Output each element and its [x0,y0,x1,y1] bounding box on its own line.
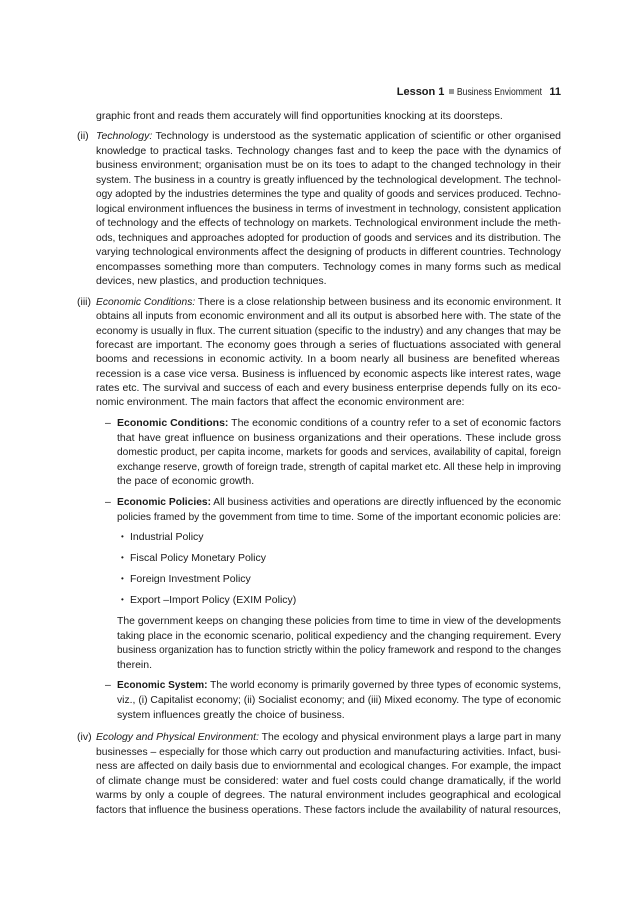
line-content [96,759,561,773]
line-text: varying technological environments affect the designing of products in different countries. Technology [96,246,561,258]
line-content [96,788,561,802]
line-text: forecast are important. The economy goes through a series of fluctuations associated with general [96,338,561,351]
text-line [96,274,327,288]
line-text: ods, techniques and approaches adopted for production of goods and services and its distribution. The [96,231,561,244]
text-line [96,309,567,323]
text-line [117,460,580,474]
line-text: recession is a case vice versa. Business is influenced by economic aspects like interest rates, wage [96,367,561,380]
policy-list-item [130,572,251,586]
line-text: The world economy is primarily governed by three types of economic systems, [207,679,561,691]
text-line [96,202,574,216]
line-content [96,187,561,201]
text-line [96,216,564,230]
policy-list-item [130,593,296,607]
text-line [96,173,573,187]
line-content [117,643,561,657]
dash-bullet-icon: – [105,496,111,508]
line-text: the pace of economic growth. [117,475,255,487]
line-text: booms and recessions in economic activity. In a boom nearly all business are benefited whereas [96,353,560,366]
text-line [96,324,571,338]
text-line [117,693,567,707]
line-text: factors that influence the business operations. These factors include the availability of natural resources, [96,804,561,816]
text-line [96,144,561,158]
line-content [117,678,561,692]
text-line [117,474,254,488]
page-number: 11 [549,86,561,98]
text-line [96,260,561,274]
line-content [96,745,561,759]
line-content [96,274,327,288]
bullet-icon: • [121,532,124,541]
text-line [96,338,561,352]
policy-list-item [130,551,266,565]
section-label: (iv) [77,731,92,743]
line-text: The government keeps on changing these policies from time to time in view of the developments [117,615,561,627]
line-content [96,395,464,409]
line-content [130,530,204,544]
dash-bullet-icon: – [105,679,111,691]
section-label: (iii) [77,296,91,308]
line-content [96,173,561,187]
text-line [96,803,580,817]
dash-bullet-icon: – [105,417,111,429]
line-content [117,460,561,474]
line-text: taking place in the economic scenario, political expediency and the changing requirement. Every [117,629,561,642]
chapter-title: Business Enviomment [457,87,543,98]
bullet-icon: • [121,553,124,562]
text-line [96,759,575,773]
text-line [96,745,569,759]
line-content [96,129,561,143]
line-text: encompasses something more than computers. Technology comes in many forms such as medical [96,260,561,273]
policy-paragraph-line [117,658,152,672]
line-content [96,202,561,216]
line-content [117,614,561,628]
lesson-number: Lesson 1 [396,86,445,98]
line-text: nomic environment. The main factors that affect the economic environment are: [96,396,465,409]
section-heading: Economic Policies: [117,496,212,508]
line-content [117,416,561,430]
text-line [96,381,561,395]
line-content [96,216,561,230]
line-content [117,495,561,509]
policy-paragraph-line [117,643,585,657]
line-text: businesses – especially for those which carry out production and manufacturing activities. Infact, busi- [96,745,561,758]
line-text: All business activities and operations are directly influenced by the economic [211,496,561,508]
line-text: warms by only a couple of degrees. The natural environment includes geographical and ecological [96,789,561,802]
line-text: business organization has to function strictly within the policy framework and respond to the changes [117,644,561,657]
text-line [96,352,560,366]
line-text: domestic product, per capita income, markets for goods and services, availability of capital, foreign [117,446,561,458]
line-text: Technology is understood as the systematic application of scientific or other organised [152,130,561,142]
running-header [397,84,561,101]
line-text: ness are affected on daily basis due to enviornmental and ecological changes. For example, the impact [96,760,561,773]
text-line [96,231,572,245]
line-content [96,231,561,245]
line-content [96,295,561,309]
section-heading: Economic System: [117,679,208,691]
line-content [117,693,561,707]
text-line [96,245,565,259]
text-line [96,187,577,201]
text-line [96,295,572,309]
line-text: system. The business in a country is greatly influenced by the technological development. The technol- [96,173,561,186]
line-content [117,431,561,445]
line-content [96,158,561,172]
line-content [117,445,561,459]
bullet-item: Industrial Policy [130,531,204,543]
line-text: There is a close relationship between business and its economic environment. It [195,296,561,308]
line-text: knowledge to practical tasks. Technology changes fast and to keep the pace with the dynamics of [96,144,561,157]
section-heading: Technology: [96,130,153,142]
line-text: therein. [117,659,153,672]
line-text: economy is usually in flux. The current situation (specific to the industry) and any changes that may be [96,324,561,337]
bullet-item: Fiscal Policy Monetary Policy [130,552,266,564]
line-text: ogy adopted by the industries determines the type and quality of goods and services produced. Techno- [96,188,561,200]
bullet-icon: • [121,595,124,604]
line-text: rates etc. The survival and success of each and every business enterprise depends fully on its eco- [96,381,561,394]
policy-list-item [130,530,204,544]
text-line [96,158,561,172]
line-text: logical environment influences the business in terms of investment in technology, consistent application [96,202,561,215]
text-line [96,788,561,802]
text-line [117,678,578,692]
line-content [117,474,254,488]
text-line [96,395,464,409]
line-text: The economic conditions of a country refer to a set of economic factors [228,417,561,429]
line-content [96,730,561,744]
text-line [96,774,561,788]
bullet-item: Export –Import Policy (EXIM Policy) [130,594,297,606]
line-text: graphic front and reads them accurately will find opportunities knocking at its doorsteps. [96,110,503,122]
line-content [117,658,152,672]
line-content [117,510,561,524]
line-text: viz., (i) Capitalist economy; (ii) Socialist economy; and (iii) Mixed economy. The type of economic [117,693,561,706]
policy-paragraph-line [117,614,565,628]
section-heading: Economic Conditions: [117,417,229,429]
section-heading: Ecology and Physical Environment: [96,731,259,743]
line-text: exchange reserve, growth of foreign trade, strength of capital market etc. All these help in improving [117,460,561,473]
section-label: (ii) [77,130,89,142]
line-text: The ecology and physical environment plays a large part in many [258,731,561,743]
section-heading: Economic Conditions: [96,296,196,308]
line-content [96,367,561,381]
line-content [130,593,296,607]
line-content [130,572,251,586]
line-content [96,144,561,158]
line-text: obtains all inputs from economic environment and all its output is absorbed here with. The state of the [96,310,561,323]
text-line [96,730,566,744]
line-content [96,245,561,259]
line-content [96,309,561,323]
line-content [117,708,345,722]
bullet-icon: • [121,574,124,583]
intro-line [96,109,503,123]
text-line [117,416,561,430]
line-text: that have great influence on business organizations and their operations. These include gross [117,431,561,444]
line-text: system influences greatly the choice of business. [117,708,345,721]
text-line [117,510,574,524]
text-line [117,708,345,722]
text-line [96,129,561,143]
line-content [96,803,561,817]
line-text: devices, new plastics, and production techniques. [96,275,327,287]
line-content [96,352,560,366]
line-content [96,324,561,338]
line-content [96,774,561,788]
line-content [96,381,561,395]
line-content [117,629,561,643]
line-content [96,338,561,352]
line-content [96,109,503,123]
text-line [117,445,575,459]
policy-paragraph-line [117,629,564,643]
line-text: of technology and the effects of technology on markets. Technological environment include the meth- [96,217,561,229]
line-content [96,260,561,274]
bullet-item: Foreign Investment Policy [130,573,251,585]
line-text: policies framed by the govemment from time to time. Some of the important economic policies are: [117,510,561,523]
text-line [96,367,561,381]
line-text: of climate change must be considered: water and fuel costs could change dramatically, if the world [96,774,561,787]
line-content [130,551,266,565]
text-line [117,431,561,445]
line-text: business environment; organisation must be on its toes to adapt to the changed technology in their [96,159,561,171]
text-line [117,495,572,509]
separator-square-icon [449,89,454,94]
